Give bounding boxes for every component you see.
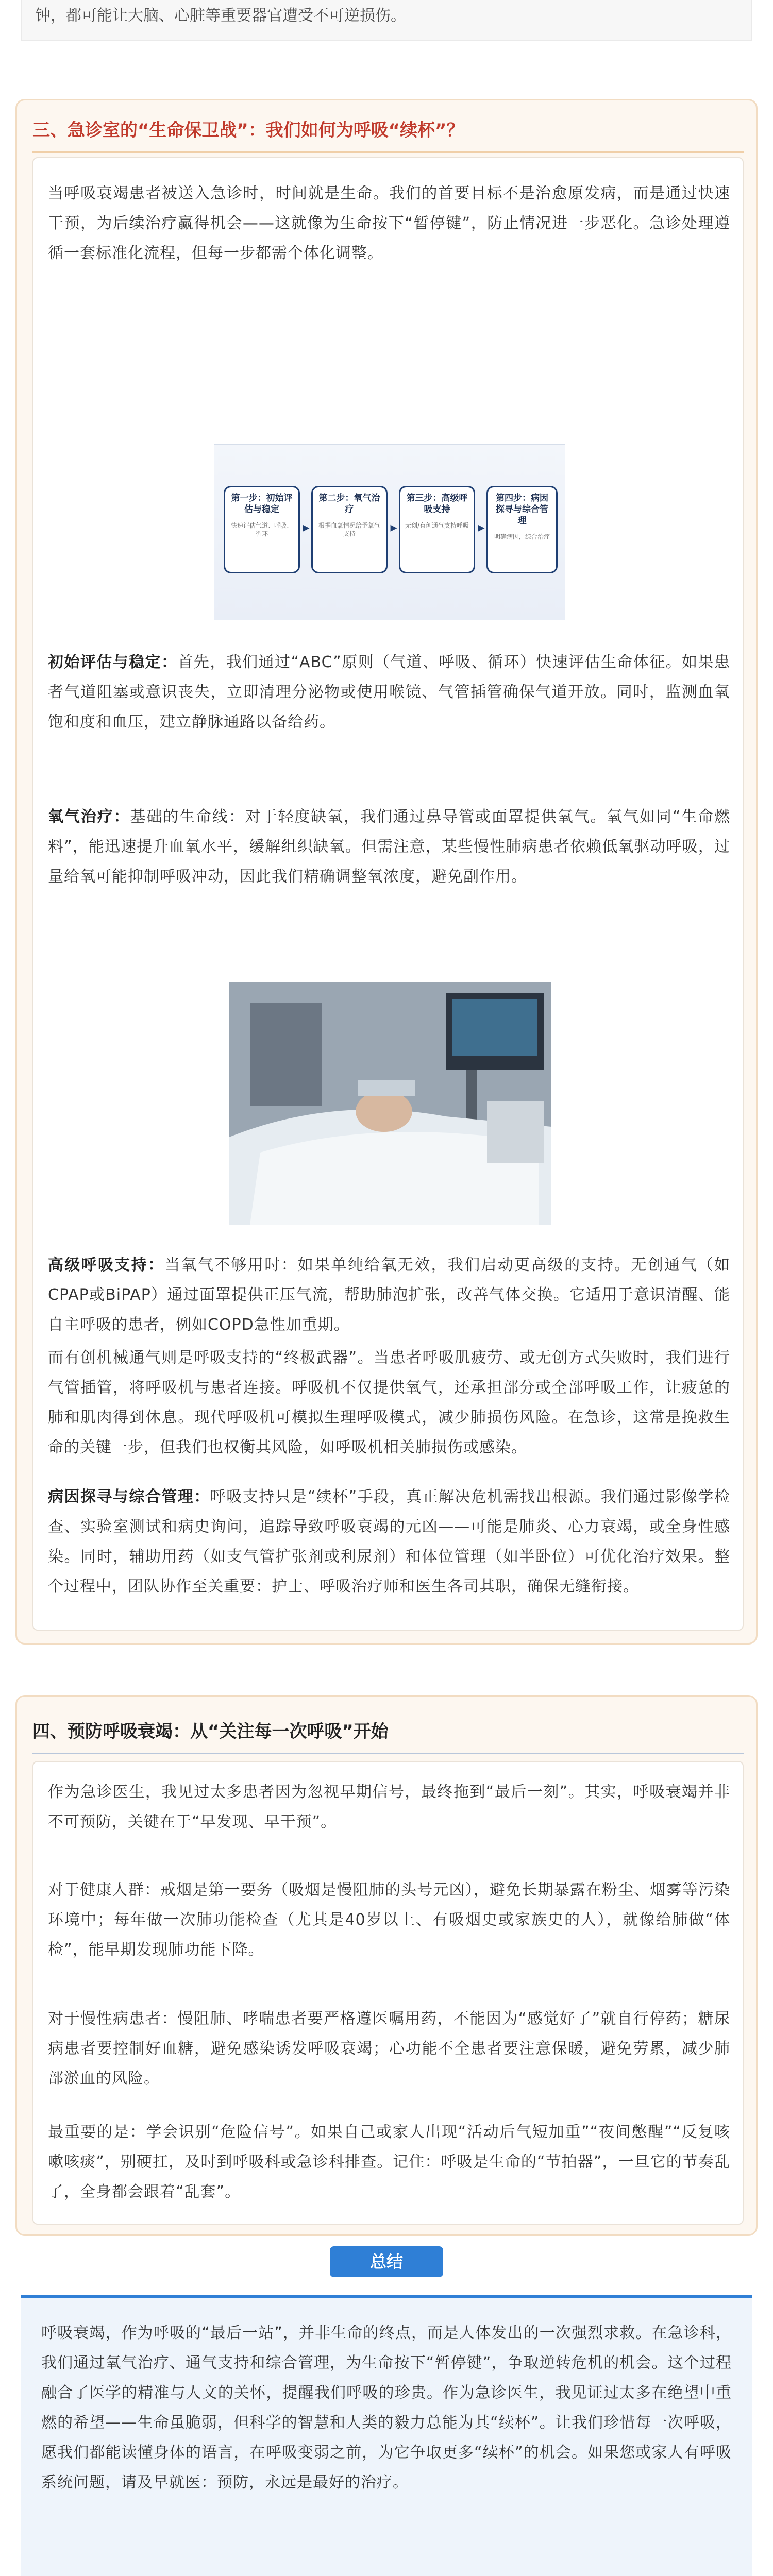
diagram-step-1 <box>224 486 300 573</box>
section-3-title: 三、急诊室的“生命保卫战”：我们如何为呼吸“续杯”？ <box>32 116 744 153</box>
diagram-step-2-desc: 根据血氧情况给予氧气支持 <box>318 522 380 537</box>
summary-text: 呼吸衰竭，作为呼吸的“最后一站”，并非生命的终点，而是人体发出的一次强烈求救。在急诊科，我们通过氧气治疗、通气支持和综合管理，为生命按下“暂停键”，争取逆转危机的机会。这个过程融合了医学的精准与人文的关怀，提醒我们呼吸的珍贵。作为急诊医生，我见证过太多在绝望中重燃的希望——生命虽脆弱，但科学的智慧和人类的毅力总能为其“续杯”。让我们珍惜每一次呼吸，愿我们都能读懂身体的语言，在呼吸变弱之前，为它争取更多“续杯”的机会。如果您或家人有呼吸系统问题，请及早就医：预防，永远是最好的治疗。 <box>41 2324 732 2492</box>
section-4-title: 四、预防呼吸衰竭：从“关注每一次呼吸”开始 <box>32 1717 744 1754</box>
section-4-p2: 对于健康人群：戒烟是第一要务（吸烟是慢阻肺的头号元凶），避免长期暴露在粉尘、烟雾等污染环境中；每年做一次肺功能检查（尤其是40岁以上、有吸烟史或家族史的人），就像给肺做“体检”，能早期发现肺功能下降。 <box>48 1881 730 1959</box>
emergency-steps-diagram <box>214 444 565 620</box>
diagram-step-3-title: 第三步：高级呼吸支持 <box>406 493 468 515</box>
icu-patient-photo <box>229 982 551 1225</box>
diagram-arrow-icon: ▸ <box>303 520 310 535</box>
section-4-p4: 最重要的是：学会识别“危险信号”。如果自己或家人出现“活动后气短加重”“夜间憋醒”“反复咳嗽咳痰”，别硬扛，及时到呼吸科或急诊科排查。记住：呼吸是生命的“节拍器”，一旦它的节奏乱了，全身都会跟着“乱套”。 <box>48 2123 730 2201</box>
diagram-step-1-title: 第一步：初始评估与稳定 <box>231 493 293 515</box>
section-4-panel <box>15 1695 758 2236</box>
intro-tail-box <box>21 0 752 41</box>
section-3-p3-label: 氧气治疗： <box>48 808 130 826</box>
section-3-p4 <box>48 1250 730 1340</box>
section-3-p1: 当呼吸衰竭患者被送入急诊时，时间就是生命。我们的首要目标不是治愈原发病，而是通过快速干预，为后续治疗赢得机会——这就像为生命按下“暂停键”，防止情况进一步恶化。急诊处理遵循一套标准化流程，但每一步都需个体化调整。 <box>48 184 730 262</box>
section-3-p3-text: 基础的生命线：对于轻度缺氧，我们通过鼻导管或面罩提供氧气。氧气如同“生命燃料”，能迅速提升血氧水平，缓解组织缺氧。但需注意，某些慢性肺病患者依赖低氧驱动呼吸，过量给氧可能抑制呼吸冲动，因此我们精确调整氧浓度，避免副作用。 <box>48 808 731 886</box>
intro-tail-text: 钟，都可能让大脑、心脏等重要器官遭受不可逆损伤。 <box>35 7 406 25</box>
section-3-p4-label: 高级呼吸支持： <box>48 1256 165 1274</box>
section-4-p3: 对于慢性病患者：慢阻肺、哮喘患者要严格遵医嘱用药，不能因为“感觉好了”就自行停药；糖尿病患者要控制好血糖，避免感染诱发呼吸衰竭；心功能不全患者要注意保暖，避免劳累，减少肺部淤血的风险。 <box>48 2010 730 2088</box>
section-3-p5: 而有创机械通气则是呼吸支持的“终极武器”。当患者呼吸肌疲劳、或无创方式失败时，我们进行气管插管，将呼吸机与患者连接。呼吸机不仅提供氧气，还承担部分或全部呼吸工作，让疲惫的肺和肌肉得到休息。现代呼吸机可模拟生理呼吸模式，减少肺损伤风险。在急诊，这常是挽救生命的关键一步，但我们也权衡其风险，如呼吸机相关肺损伤或感染。 <box>48 1349 730 1456</box>
diagram-step-4-desc: 明确病因，综合治疗 <box>494 533 550 540</box>
section-4-p1: 作为急诊医生，我见过太多患者因为忽视早期信号，最终拖到“最后一刻”。其实，呼吸衰竭并非不可预防，关键在于“早发现、早干预”。 <box>48 1783 730 1831</box>
section-3-panel <box>15 99 758 1645</box>
section-3-p2-text: 首先，我们通过“ABC”原则（气道、呼吸、循环）快速评估生命体征。如果患者气道阻塞或意识丧失，立即清理分泌物或使用喉镜、气管插管确保气道开放。同时，监测血氧饱和度和血压，建立静脉通路以备给药。 <box>48 653 730 731</box>
summary-badge: 总结 <box>330 2246 443 2277</box>
diagram-step-2 <box>311 486 388 573</box>
section-3-p2 <box>48 648 730 737</box>
diagram-step-2-title: 第二步：氧气治疗 <box>318 493 380 515</box>
diagram-arrow-icon: ▸ <box>478 520 485 535</box>
section-3-card <box>32 157 744 1631</box>
summary-box <box>21 2295 752 2576</box>
diagram-arrow-icon: ▸ <box>390 520 397 535</box>
section-3-p6-text: 呼吸支持只是“续杯”手段，真正解决危机需找出根源。我们通过影像学检查、实验室测试和病史询问，追踪导致呼吸衰竭的元凶——可能是肺炎、心力衰竭，或全身性感染。同时，辅助用药（如支气管扩张剂或利尿剂）和体位管理（如半卧位）可优化治疗效果。整个过程中，团队协作至关重要：护士、呼吸治疗师和医生各司其职，确保无缝衔接。 <box>48 1488 730 1596</box>
section-3-p3 <box>48 802 730 892</box>
section-3-p2-label: 初始评估与稳定： <box>48 653 178 671</box>
diagram-step-3-desc: 无创/有创通气支持呼吸 <box>405 522 469 529</box>
section-4-card <box>32 1761 744 2225</box>
section-3-p6 <box>48 1482 730 1602</box>
icu-photo-illustration <box>229 982 551 1225</box>
section-3-p6-label: 病因探寻与综合管理： <box>48 1488 210 1506</box>
diagram-step-4-title: 第四步：病因探寻与综合管理 <box>496 493 548 526</box>
diagram-step-3 <box>399 486 475 573</box>
diagram-step-4 <box>486 486 558 573</box>
diagram-step-1-desc: 快速评估气道、呼吸、循环 <box>230 522 293 537</box>
section-3-p4-text: 当氧气不够用时：如果单纯给氧无效，我们启动更高级的支持。无创通气（如CPAP或BiPAP）通过面罩提供正压气流，帮助肺泡扩张，改善气体交换。它适用于意识清醒、能自主呼吸的患者，例如COPD急性加重期。 <box>48 1256 731 1334</box>
